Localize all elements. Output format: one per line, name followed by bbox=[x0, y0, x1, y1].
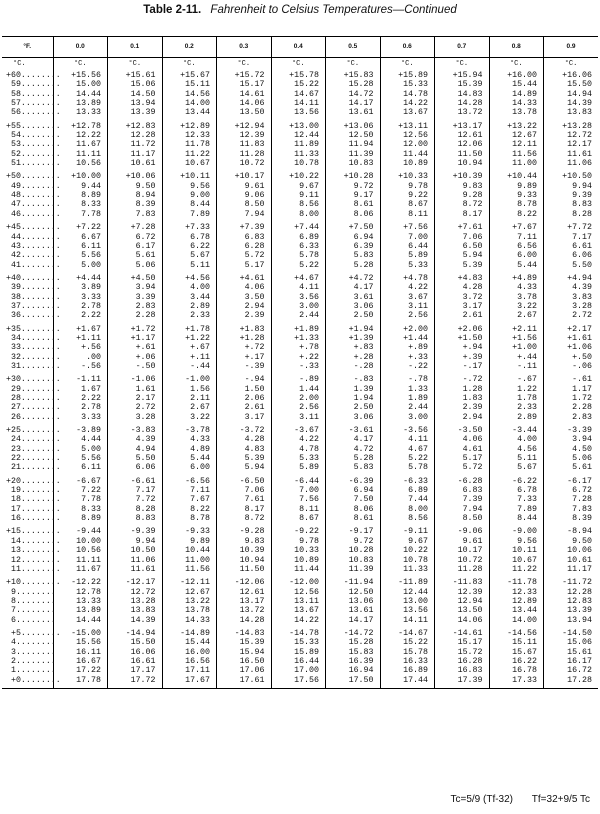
celsius-values: -6.67 7.22 7.78 8.33 8.89 bbox=[53, 476, 108, 527]
celsius-values: +7.39 6.83 6.28 5.72 5.17 bbox=[217, 222, 272, 273]
celsius-values: +13.28 12.72 12.17 11.61 11.06 bbox=[544, 121, 599, 172]
celsius-values: +15.61 15.06 14.50 13.94 13.39 bbox=[108, 70, 163, 121]
celsius-values: +4.94 4.39 3.83 3.28 2.72 bbox=[544, 273, 599, 324]
celsius-values: -3.67 4.22 4.78 5.33 5.89 bbox=[271, 425, 326, 476]
unit-label: °C. bbox=[162, 58, 217, 71]
celsius-values: -12.11 12.67 13.22 13.78 14.33 bbox=[162, 577, 217, 628]
unit-label: °C. bbox=[544, 58, 599, 71]
column-header: 0.0 bbox=[53, 37, 108, 58]
table-row bbox=[2, 577, 598, 628]
celsius-formula: Tc=5/9 (Tf-32) bbox=[450, 794, 514, 805]
column-header: 0.2 bbox=[162, 37, 217, 58]
celsius-values: +7.22 6.67 6.11 5.56 5.00 bbox=[53, 222, 108, 273]
celsius-values: +10.33 9.78 9.22 8.67 8.11 bbox=[380, 171, 435, 222]
celsius-values: -.78 1.33 1.89 2.44 3.00 bbox=[380, 374, 435, 425]
celsius-values: -9.44 10.00 10.56 11.11 11.67 bbox=[53, 526, 108, 577]
unit-row bbox=[2, 58, 598, 71]
unit-label: °C. bbox=[108, 58, 163, 71]
unit-label: °C. bbox=[489, 58, 544, 71]
celsius-values: +7.72 7.17 6.61 6.06 5.50 bbox=[544, 222, 599, 273]
celsius-values: +10.11 9.56 9.00 8.44 7.89 bbox=[162, 171, 217, 222]
celsius-values: -1.06 1.61 2.17 2.72 3.28 bbox=[108, 374, 163, 425]
table-row bbox=[2, 273, 598, 324]
fahrenheit-values: +35........ 34........ 33........ 32........ 31........ bbox=[6, 324, 61, 371]
celsius-values: -3.39 3.94 4.50 5.06 5.61 bbox=[544, 425, 599, 476]
celsius-values: +10.22 9.67 9.11 8.56 8.00 bbox=[271, 171, 326, 222]
celsius-values: +4.50 3.94 3.39 2.83 2.28 bbox=[108, 273, 163, 324]
celsius-values: -12.17 12.72 13.28 13.83 14.39 bbox=[108, 577, 163, 628]
celsius-values: -6.44 7.00 7.56 8.11 8.67 bbox=[271, 476, 326, 527]
unit-label: °C. bbox=[13, 60, 26, 68]
celsius-values: +12.94 12.39 11.83 11.28 10.72 bbox=[217, 121, 272, 172]
celsius-values: +4.72 4.17 3.61 3.06 2.50 bbox=[326, 273, 381, 324]
fahrenheit-values: +55........ 54........ 53........ 52........ 51........ bbox=[6, 121, 61, 169]
celsius-values: +12.89 12.33 11.78 11.22 10.67 bbox=[162, 121, 217, 172]
celsius-values: -6.39 6.94 7.50 8.06 8.61 bbox=[326, 476, 381, 527]
celsius-values: -.67 1.22 1.78 2.33 2.89 bbox=[489, 374, 544, 425]
celsius-values: -14.94 15.50 16.06 16.61 17.17 17.72 bbox=[108, 628, 163, 689]
column-header: 0.5 bbox=[326, 37, 381, 58]
celsius-values: -8.94 9.50 10.06 10.61 11.17 bbox=[544, 526, 599, 577]
celsius-values: -.94 1.50 2.06 2.61 3.17 bbox=[217, 374, 272, 425]
celsius-values: +4.83 4.28 3.72 3.17 2.61 bbox=[435, 273, 490, 324]
celsius-values: +15.72 15.17 14.61 14.06 13.50 bbox=[217, 70, 272, 121]
celsius-values: +13.06 12.50 11.94 11.39 10.83 bbox=[326, 121, 381, 172]
table-row bbox=[2, 222, 598, 273]
celsius-values: -3.83 4.39 4.94 5.50 6.06 bbox=[108, 425, 163, 476]
celsius-values: +15.56 15.00 14.44 13.89 13.33 bbox=[53, 70, 108, 121]
celsius-values: -6.50 7.06 7.61 8.17 8.72 bbox=[217, 476, 272, 527]
celsius-values: +16.06 15.50 14.94 14.39 13.83 bbox=[544, 70, 599, 121]
celsius-values: -9.33 9.89 10.44 11.00 11.56 bbox=[162, 526, 217, 577]
unit-label: °C. bbox=[217, 58, 272, 71]
fahrenheit-values: +10........ 9........ 8........ 7........ 6........ bbox=[6, 578, 61, 625]
fahrenheit-values: +5........ 4........ 3........ 2........ 1........ +0........ bbox=[2, 628, 53, 689]
column-header: 0.3 bbox=[217, 37, 272, 58]
celsius-values: -6.28 6.83 7.39 7.94 8.50 bbox=[435, 476, 490, 527]
celsius-values: -.61 1.17 1.72 2.28 2.83 bbox=[544, 374, 599, 425]
celsius-values: -3.89 4.44 5.00 5.56 6.11 bbox=[53, 425, 108, 476]
conversion-formulas bbox=[450, 794, 590, 805]
table-row bbox=[2, 171, 598, 222]
table-number: Table 2-11. bbox=[143, 4, 202, 16]
celsius-values: -9.11 9.67 10.22 10.78 11.33 bbox=[380, 526, 435, 577]
celsius-values: +4.61 4.06 3.50 2.94 2.39 bbox=[217, 273, 272, 324]
fahrenheit-column-header: °F. bbox=[2, 37, 53, 58]
celsius-values: +4.89 4.33 3.78 3.22 2.67 bbox=[489, 273, 544, 324]
table-row bbox=[2, 526, 598, 577]
celsius-values: -11.72 12.28 12.83 13.39 13.94 bbox=[544, 577, 599, 628]
celsius-values: -12.06 12.61 13.17 13.72 14.28 bbox=[217, 577, 272, 628]
table-row bbox=[2, 374, 598, 425]
celsius-values: +7.33 6.78 6.22 5.67 5.11 bbox=[162, 222, 217, 273]
celsius-values: +10.44 9.89 9.33 8.78 8.22 bbox=[489, 171, 544, 222]
celsius-values: -1.00 1.56 2.11 2.67 3.22 bbox=[162, 374, 217, 425]
celsius-values: -12.22 12.78 13.33 13.89 14.44 bbox=[53, 577, 108, 628]
celsius-values: -11.94 12.50 13.06 13.61 14.17 bbox=[326, 577, 381, 628]
table-row bbox=[2, 628, 598, 689]
celsius-values: +10.50 9.94 9.39 8.83 8.28 bbox=[544, 171, 599, 222]
celsius-values: -14.67 15.22 15.78 16.33 16.89 17.44 bbox=[380, 628, 435, 689]
celsius-values: +15.67 15.11 14.56 14.00 13.44 bbox=[162, 70, 217, 121]
celsius-values: +7.67 7.11 6.56 6.00 5.44 bbox=[489, 222, 544, 273]
celsius-values: +2.11 +1.56 +1.00 +.44 -.11 bbox=[489, 324, 544, 375]
fahrenheit-values: +40........ 39........ 38........ 37........ 36........ bbox=[6, 273, 61, 321]
celsius-values: +7.28 6.72 6.17 5.61 5.06 bbox=[108, 222, 163, 273]
unit-label: °C. bbox=[380, 58, 435, 71]
column-header: 0.7 bbox=[435, 37, 490, 58]
celsius-values: +1.78 +1.22 +.67 +.11 -.44 bbox=[162, 324, 217, 375]
celsius-values: +13.00 12.44 11.89 11.33 10.78 bbox=[271, 121, 326, 172]
celsius-values: +2.06 +1.50 +.94 +.39 -.17 bbox=[435, 324, 490, 375]
column-header-row bbox=[2, 37, 598, 58]
table-row bbox=[2, 324, 598, 375]
celsius-values: +7.56 7.00 6.44 5.89 5.33 bbox=[380, 222, 435, 273]
celsius-values: -14.50 15.06 15.61 16.17 16.72 17.28 bbox=[544, 628, 599, 689]
celsius-values: +4.56 4.00 3.44 2.89 2.33 bbox=[162, 273, 217, 324]
fahrenheit-values: +25........ 24........ 23........ 22........ 21........ bbox=[6, 426, 61, 473]
celsius-values: +13.11 12.56 12.00 11.44 10.89 bbox=[380, 121, 435, 172]
column-header: 0.1 bbox=[108, 37, 163, 58]
unit-label: °C. bbox=[53, 58, 108, 71]
celsius-values: -14.61 15.17 15.72 16.28 16.83 17.39 bbox=[435, 628, 490, 689]
celsius-values: +10.06 9.50 8.94 8.39 7.83 bbox=[108, 171, 163, 222]
fahrenheit-values: +45........ 44........ 43........ 42........ 41........ bbox=[6, 223, 61, 270]
celsius-values: -14.72 15.28 15.83 16.39 16.94 17.50 bbox=[326, 628, 381, 689]
celsius-values: +12.83 12.28 11.72 11.17 10.61 bbox=[108, 121, 163, 172]
celsius-values: +7.61 7.06 6.50 5.94 5.39 bbox=[435, 222, 490, 273]
celsius-values: -3.44 4.00 4.56 5.11 5.67 bbox=[489, 425, 544, 476]
celsius-values: -3.72 4.28 4.83 5.39 5.94 bbox=[217, 425, 272, 476]
table-row bbox=[2, 70, 598, 121]
celsius-values: -14.83 15.39 15.94 16.50 17.06 17.61 bbox=[217, 628, 272, 689]
unit-label: °C. bbox=[435, 58, 490, 71]
celsius-values: -3.78 4.33 4.89 5.44 6.00 bbox=[162, 425, 217, 476]
celsius-values: -9.17 9.72 10.28 10.83 11.39 bbox=[326, 526, 381, 577]
celsius-values: -9.06 9.61 10.17 10.72 11.28 bbox=[435, 526, 490, 577]
celsius-values: -1.11 1.67 2.22 2.78 3.33 bbox=[53, 374, 108, 425]
celsius-values: +15.83 15.28 14.72 14.17 13.61 bbox=[326, 70, 381, 121]
table-row bbox=[2, 121, 598, 172]
celsius-values: +2.17 +1.61 +1.06 +.50 -.06 bbox=[544, 324, 599, 375]
celsius-values: +15.89 15.33 14.78 14.22 13.67 bbox=[380, 70, 435, 121]
celsius-values: -9.00 9.56 10.11 10.67 11.22 bbox=[489, 526, 544, 577]
celsius-values: -3.61 4.17 4.72 5.28 5.83 bbox=[326, 425, 381, 476]
celsius-values: -9.22 9.78 10.33 10.89 11.44 bbox=[271, 526, 326, 577]
column-header: 0.8 bbox=[489, 37, 544, 58]
celsius-values: +1.67 +1.11 +.56 .00 -.56 bbox=[53, 324, 108, 375]
celsius-values: -12.00 12.56 13.11 13.67 14.22 bbox=[271, 577, 326, 628]
celsius-values: +10.17 9.61 9.06 8.50 7.94 bbox=[217, 171, 272, 222]
fahrenheit-values: +50........ 49........ 48........ 47........ 46........ bbox=[6, 172, 61, 219]
celsius-values: +1.83 +1.28 +.72 +.17 -.39 bbox=[217, 324, 272, 375]
celsius-values: +13.22 12.67 12.11 11.56 11.00 bbox=[489, 121, 544, 172]
conversion-table bbox=[2, 36, 598, 689]
celsius-values: +4.67 4.11 3.56 3.00 2.44 bbox=[271, 273, 326, 324]
celsius-values: +1.72 +1.17 +.61 +.06 -.50 bbox=[108, 324, 163, 375]
celsius-values: +7.44 6.89 6.33 5.78 5.22 bbox=[271, 222, 326, 273]
fahrenheit-values: +30........ 29........ 28........ 27........ 26........ bbox=[6, 375, 61, 422]
celsius-values: +1.94 +1.39 +.83 +.28 -.28 bbox=[326, 324, 381, 375]
celsius-values: +1.89 +1.33 +.78 +.22 -.33 bbox=[271, 324, 326, 375]
table-caption bbox=[0, 4, 600, 16]
unit-label: °C. bbox=[326, 58, 381, 71]
table-row bbox=[2, 476, 598, 527]
celsius-values: +10.00 9.44 8.89 8.33 7.78 bbox=[53, 171, 108, 222]
celsius-values: +7.50 6.94 6.39 5.83 5.28 bbox=[326, 222, 381, 273]
celsius-values: +15.94 15.39 14.83 14.28 13.72 bbox=[435, 70, 490, 121]
column-header: 0.6 bbox=[380, 37, 435, 58]
celsius-values: +4.78 4.22 3.67 3.11 2.56 bbox=[380, 273, 435, 324]
celsius-values: -14.89 15.44 16.00 16.56 17.11 17.67 bbox=[162, 628, 217, 689]
celsius-values: -9.28 9.83 10.39 10.94 11.50 bbox=[217, 526, 272, 577]
unit-label: °C. bbox=[271, 58, 326, 71]
celsius-values: -14.56 15.11 15.67 16.22 16.78 17.33 bbox=[489, 628, 544, 689]
celsius-values: -6.22 6.78 7.33 7.89 8.44 bbox=[489, 476, 544, 527]
celsius-values: -14.78 15.33 15.89 16.44 17.00 17.56 bbox=[271, 628, 326, 689]
celsius-values: -6.56 7.11 7.67 8.22 8.78 bbox=[162, 476, 217, 527]
celsius-values: -.83 1.39 1.94 2.50 3.06 bbox=[326, 374, 381, 425]
table-title: Fahrenheit to Celsius Temperatures—Continued bbox=[210, 4, 457, 16]
celsius-values: +4.44 3.89 3.33 2.78 2.22 bbox=[53, 273, 108, 324]
celsius-values: -11.83 12.39 12.94 13.50 14.06 bbox=[435, 577, 490, 628]
celsius-values: -11.78 12.33 12.89 13.44 14.00 bbox=[489, 577, 544, 628]
celsius-values: +16.00 15.44 14.89 14.33 13.78 bbox=[489, 70, 544, 121]
celsius-values: -.89 1.44 2.00 2.56 3.11 bbox=[271, 374, 326, 425]
celsius-values: -6.33 6.89 7.44 8.00 8.56 bbox=[380, 476, 435, 527]
celsius-values: -3.50 4.06 4.61 5.17 5.72 bbox=[435, 425, 490, 476]
celsius-values: -6.61 7.17 7.72 8.28 8.83 bbox=[108, 476, 163, 527]
fahrenheit-formula: Tf=32+9/5 Tc bbox=[531, 794, 590, 805]
celsius-values: -11.89 12.44 13.00 13.56 14.11 bbox=[380, 577, 435, 628]
celsius-values: +12.78 12.22 11.67 11.11 10.56 bbox=[53, 121, 108, 172]
table-row bbox=[2, 425, 598, 476]
celsius-values: +13.17 12.61 12.06 11.50 10.94 bbox=[435, 121, 490, 172]
celsius-values: -9.39 9.94 10.50 11.06 11.61 bbox=[108, 526, 163, 577]
celsius-values: +2.00 +1.44 +.89 +.33 -.22 bbox=[380, 324, 435, 375]
celsius-values: -.72 1.28 1.83 2.39 2.94 bbox=[435, 374, 490, 425]
fahrenheit-values: +15........ 14........ 13........ 12........ 11........ bbox=[6, 527, 61, 574]
celsius-values: +10.39 9.83 9.28 8.72 8.17 bbox=[435, 171, 490, 222]
column-header: 0.9 bbox=[544, 37, 599, 58]
celsius-values: +15.78 15.22 14.67 14.11 13.56 bbox=[271, 70, 326, 121]
fahrenheit-values: +60........ 59........ 58........ 57........ 56........ bbox=[6, 71, 61, 118]
column-header: 0.4 bbox=[271, 37, 326, 58]
fahrenheit-values: +20........ 19........ 18........ 17........ 16........ bbox=[6, 476, 61, 524]
celsius-values: -6.17 6.72 7.28 7.83 8.39 bbox=[544, 476, 599, 527]
celsius-values: +10.28 9.72 9.17 8.61 8.06 bbox=[326, 171, 381, 222]
celsius-values: -15.00 15.56 16.11 16.67 17.22 17.78 bbox=[53, 628, 108, 689]
celsius-values: -3.56 4.11 4.67 5.22 5.78 bbox=[380, 425, 435, 476]
